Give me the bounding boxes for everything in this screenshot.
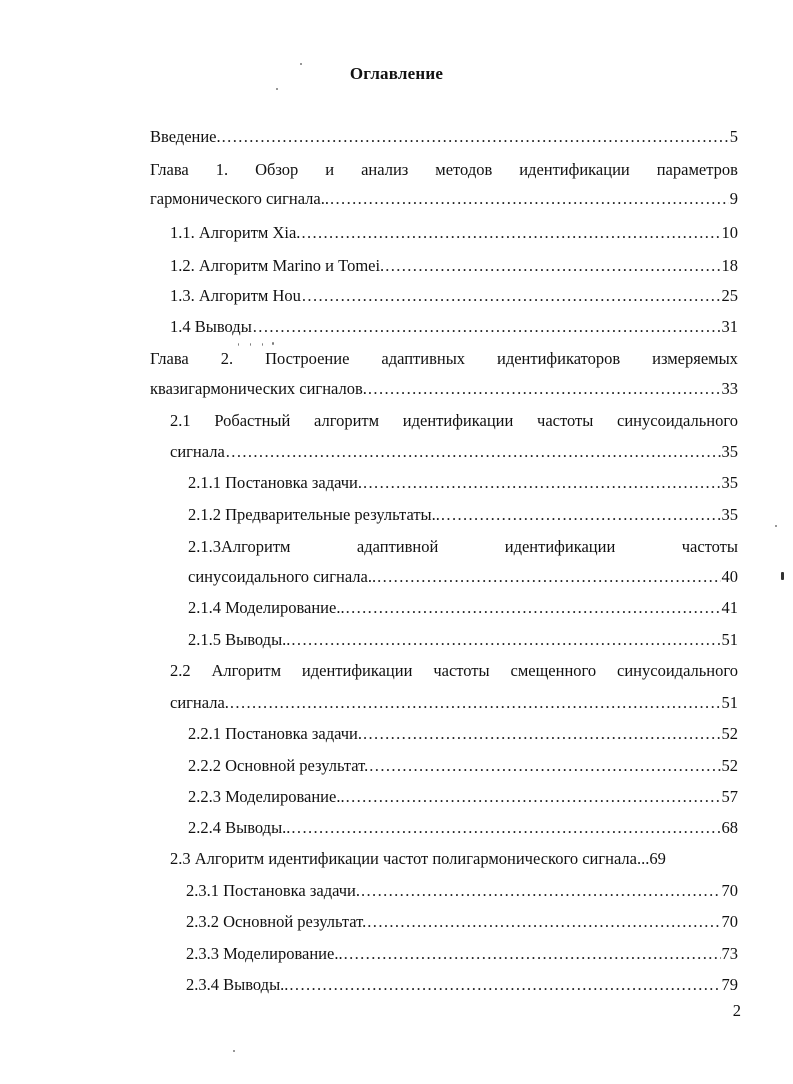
toc-page-number: 35 (721, 505, 738, 524)
toc-page-number: 35 (721, 473, 738, 492)
scan-speck (300, 63, 302, 65)
toc-word: частоты (433, 661, 490, 680)
toc-word: анализ (361, 160, 409, 179)
toc-word: частоты (537, 411, 594, 430)
toc-entry-text: синусоидального сигнала.. (188, 567, 377, 586)
toc-leader-dots (302, 285, 721, 307)
toc-entry-2-3-3 (186, 943, 738, 965)
toc-entry-2-2-3 (188, 786, 738, 808)
toc-entry-text: 1.3. Алгоритм Hou (170, 286, 301, 305)
page-title: Оглавление (349, 64, 444, 83)
toc-entry-2-1-line1 (170, 410, 738, 432)
toc-entry-2-1-4 (188, 597, 738, 619)
toc-entry-2-1-1 (188, 472, 738, 494)
toc-leader-dots (346, 597, 721, 619)
toc-word: измеряемых (652, 349, 738, 368)
scan-speck (250, 343, 251, 346)
toc-word: 2.2 (170, 661, 191, 680)
toc-leader-dots (367, 911, 720, 933)
toc-page-number: 31 (721, 317, 738, 336)
toc-entry-intro (150, 126, 738, 148)
toc-leader-dots (368, 378, 721, 400)
toc-leader-dots (441, 504, 721, 526)
toc-page-number: 52 (721, 724, 738, 743)
toc-entry-text: 2.3.3 Моделирование.. (186, 944, 343, 963)
toc-entry-2-2-line2 (170, 692, 738, 714)
toc-entry-2-2-1 (188, 723, 738, 745)
toc-entry-text: 2.2.4 Выводы.. (188, 818, 291, 837)
toc-entry-chapter-2-line2 (150, 378, 738, 400)
toc-entry-2-3-4 (186, 974, 738, 996)
toc-entry-text: сигнала (170, 442, 225, 461)
toc-entry-text: 2.3.4 Выводы.. (186, 975, 289, 994)
toc-entry-text: 2.2.1 Постановка задачи. (188, 724, 362, 743)
toc-page-number: 70 (721, 912, 738, 931)
toc-leader-dots (346, 786, 721, 808)
toc-word: Обзор (255, 160, 299, 179)
toc-word: 2.1.3Алгоритм (188, 537, 291, 556)
toc-entry-2-1-3-line1 (188, 536, 738, 558)
toc-entry-text: 2.1.5 Выводы.. (188, 630, 291, 649)
toc-entry-text: 2.3 Алгоритм идентификации частот полигармонического сигнала... (170, 849, 650, 868)
toc-entry-2-1-3-line2 (188, 566, 738, 588)
toc-entry-text: сигнала. (170, 693, 229, 712)
toc-entry-2-2-line1 (170, 660, 738, 682)
toc-word: Глава (150, 160, 189, 179)
toc-entry-text: 2.3.1 Постановка задачи. (186, 881, 360, 900)
toc-page-number: 18 (721, 256, 738, 275)
toc-entry-2-3-2 (186, 911, 738, 933)
toc-word: параметров (656, 160, 738, 179)
toc-entry-2-2-4 (188, 817, 738, 839)
toc-leader-dots (253, 316, 721, 338)
scan-speck (233, 1050, 235, 1052)
toc-entry-chapter-2-line1 (150, 348, 738, 370)
toc-page-number: 41 (721, 598, 738, 617)
toc-leader-dots (377, 566, 720, 588)
toc-word: смещенного (510, 661, 597, 680)
toc-entry-1-2 (170, 255, 738, 277)
toc-page-number: 35 (721, 442, 738, 461)
toc-leader-dots (361, 880, 721, 902)
toc-word: и (325, 160, 335, 179)
toc-page-number: 52 (721, 756, 738, 775)
toc-entry-text: 1.1. Алгоритм Xia. (170, 223, 301, 242)
toc-leader-dots (226, 441, 721, 463)
toc-word: Глава (150, 349, 189, 368)
toc-word: 2.1 (170, 411, 191, 430)
toc-word: идентификации (301, 661, 413, 680)
toc-page-number: 25 (721, 286, 738, 305)
toc-page-number: 51 (721, 693, 738, 712)
toc-page-number: 9 (729, 189, 738, 208)
toc-word: методов (435, 160, 493, 179)
scan-speck (272, 342, 274, 345)
toc-page-number: 51 (721, 630, 738, 649)
toc-leader-dots (222, 126, 729, 148)
toc-word: идентификаторов (497, 349, 621, 368)
toc-leader-dots (291, 817, 720, 839)
toc-entry-2-1-2 (188, 504, 738, 526)
toc-word: идентификации (402, 411, 514, 430)
toc-word: Построение (265, 349, 350, 368)
toc-word: 1. (215, 160, 229, 179)
toc-leader-dots (363, 472, 721, 494)
toc-leader-dots (363, 723, 721, 745)
scan-speck (262, 343, 263, 346)
page-number: 2 (732, 1001, 741, 1020)
toc-entry-text: 2.1.2 Предварительные результаты.. (188, 505, 440, 524)
toc-entry-2-2-2 (188, 755, 738, 777)
toc-page-number: 5 (729, 127, 738, 146)
toc-word: синусоидального (617, 411, 738, 430)
toc-entry-text: 1.2. Алгоритм Marino и Tomei. (170, 256, 385, 275)
toc-leader-dots (385, 255, 720, 277)
toc-word: частоты (681, 537, 738, 556)
toc-page-number: 73 (721, 944, 738, 963)
toc-entry-text: 2.1.4 Моделирование.. (188, 598, 345, 617)
toc-word: 2. (220, 349, 234, 368)
toc-entry-chapter-1-line2 (150, 188, 738, 210)
toc-entry-text: Введение. (150, 127, 221, 146)
toc-entry-text: квазигармонических сигналов. (150, 379, 367, 398)
scan-speck (238, 343, 239, 346)
toc-leader-dots (330, 188, 729, 210)
toc-entry-1-3 (170, 285, 738, 307)
toc-entry-text: 2.2.3 Моделирование.. (188, 787, 345, 806)
toc-entry-1-4 (170, 316, 738, 338)
toc-word: адаптивной (356, 537, 439, 556)
toc-word: адаптивных (381, 349, 466, 368)
toc-page-number: 33 (721, 379, 738, 398)
toc-page-number: 57 (721, 787, 738, 806)
toc-word: идентификации (519, 160, 630, 179)
toc-page-number: 69 (649, 849, 666, 868)
toc-entry-text: 1.4 Выводы (170, 317, 252, 336)
toc-entry-2-1-5 (188, 629, 738, 651)
toc-word: алгоритм (314, 411, 380, 430)
toc-leader-dots (291, 629, 720, 651)
toc-entry-text: 2.1.1 Постановка задачи. (188, 473, 362, 492)
toc-page-number: 10 (721, 223, 738, 242)
toc-entry-2-3 (170, 848, 738, 870)
toc-leader-dots (289, 974, 720, 996)
toc-entry-text: 2.3.2 Основной результат. (186, 912, 367, 931)
scan-speck (276, 88, 278, 90)
toc-page-number: 79 (721, 975, 738, 994)
toc-entry-chapter-1-line1 (150, 159, 738, 181)
toc-page-number: 40 (721, 567, 738, 586)
toc-word: Алгоритм (211, 661, 282, 680)
toc-leader-dots (230, 692, 721, 714)
toc-entry-2-3-1 (186, 880, 738, 902)
toc-entry-2-1-line2 (170, 441, 738, 463)
toc-word: идентификации (504, 537, 616, 556)
toc-leader-dots (301, 222, 720, 244)
toc-word: Робастный (214, 411, 291, 430)
toc-entry-text: 2.2.2 Основной результат. (188, 756, 369, 775)
scan-speck (781, 572, 784, 580)
toc-word: синусоидального (617, 661, 738, 680)
toc-page-number: 68 (721, 818, 738, 837)
toc-entry-1-1 (170, 222, 738, 244)
toc-leader-dots (344, 943, 721, 965)
toc-entry-text: гармонического сигнала.. (150, 189, 329, 208)
scan-speck (775, 525, 777, 527)
toc-leader-dots (369, 755, 720, 777)
toc-page-number: 70 (721, 881, 738, 900)
